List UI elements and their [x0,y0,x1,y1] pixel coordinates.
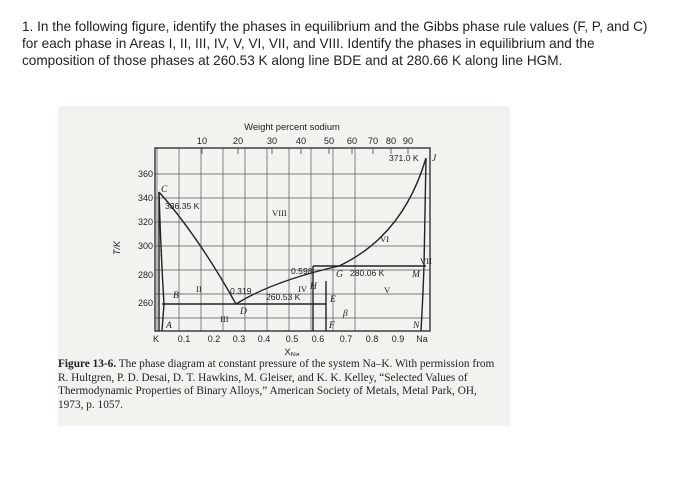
point-c-label: C [161,185,168,195]
x-tick-label: 0.3 [232,334,246,344]
temperature-annotations [165,153,419,302]
top-tick-label: 20 [232,136,244,146]
melting-point-k-label: 336.35 K [165,201,200,211]
compound-composition-label: 0.598 [291,266,313,276]
region-vii-label: VII [420,256,432,266]
textbook-figure-scan [58,106,510,426]
x-axis-title-subscript: Na [290,352,300,356]
top-tick-labels [197,136,413,146]
point-d-label: D [240,307,247,317]
region-iii-label: III [220,314,229,324]
x-tick-label: 0.9 [391,334,405,344]
x-tick-label: 0.4 [257,334,271,344]
caption-text: The phase diagram at constant pressure of the system Na–K. With permission from R. Hultgren, P. D. Desai, D. T. Hawkins, M. Gleiser, and K. K. Kelley, “Selected Values of Thermodynamic Properties of Binary Alloys,” American Society of Metals, Metal Park, OH, 1973, p. 1057. [58,358,495,411]
region-viii-label: VIII [272,208,287,218]
top-tick-label: 80 [385,136,397,146]
region-ii-label: II [196,284,202,294]
x-tick-label: 0.2 [207,334,221,344]
point-n-label: N [413,321,420,331]
top-tick-label: 60 [346,136,358,146]
top-tick-label: 90 [402,136,414,146]
melting-point-na-label: 371.0 K [389,153,419,163]
phase-diagram [58,106,510,356]
x-tick-label: 0.1 [177,334,191,344]
question-text: 1. In the following figure, identify the phases in equilibrium and the Gibbs phase rule values (F, P, and C) for each phase in Areas I, II, III, IV, V, VI, VII, and VIII. Identify the phases in equilibrium and the composition of those phases at 260.53 K along line BDE and at 280.66 K along line HGM. [22,19,648,68]
na-solid-solution-curve [421,158,426,331]
top-tick-label: 10 [196,136,208,146]
y-tick-label: 280 [137,270,153,280]
y-tick-label: 320 [137,217,153,227]
figure-caption [58,358,500,412]
x-axis-title [284,347,299,356]
caption-label: Figure 13-6. [58,358,117,370]
top-tick-label: 40 [295,136,307,146]
point-h-label: H [310,282,317,292]
point-f-label: F [329,321,335,331]
point-e-label: E [330,295,336,305]
point-j-label: J [432,154,437,164]
y-tick-labels [138,169,153,308]
top-tick-label: 50 [323,136,335,146]
region-i-label: I [160,248,163,258]
point-m-label: M [412,270,420,280]
y-tick-label: 360 [137,169,153,179]
region-v-label: V [384,285,391,295]
phase-boundaries [159,158,426,331]
point-a-label: A [166,321,172,331]
x-tick-label: Na [416,334,428,344]
y-axis-title: T/K [112,240,122,256]
point-b-label: B [173,291,179,301]
y-tick-label: 260 [137,298,153,308]
peritectic-temperature-label: 280.06 K [350,268,385,278]
x-tick-labels [153,334,428,344]
x-tick-label: 0.7 [339,334,353,344]
top-tick-label: 70 [367,136,379,146]
point-g-label: G [336,270,343,280]
region-vi-label: VI [380,234,390,244]
eutectic-temperature-label: 260.53 K [266,292,301,302]
beta-phase-label: β [343,309,348,319]
x-tick-label: 0.5 [285,334,299,344]
top-ticks [202,148,408,154]
top-axis-title: Weight percent sodium [244,121,340,132]
region-iv-label: IV [298,284,308,294]
eutectic-composition-label: 0.319 [230,286,252,296]
y-tick-label: 300 [137,241,153,251]
x-tick-label: K [152,334,160,344]
x-tick-label: 0.8 [365,334,379,344]
x-tick-label: 0.6 [311,334,325,344]
top-tick-label: 30 [266,136,278,146]
x-axis-title-main: X [284,347,291,356]
solvus-left-curve [159,192,164,331]
y-tick-label: 340 [137,193,153,203]
